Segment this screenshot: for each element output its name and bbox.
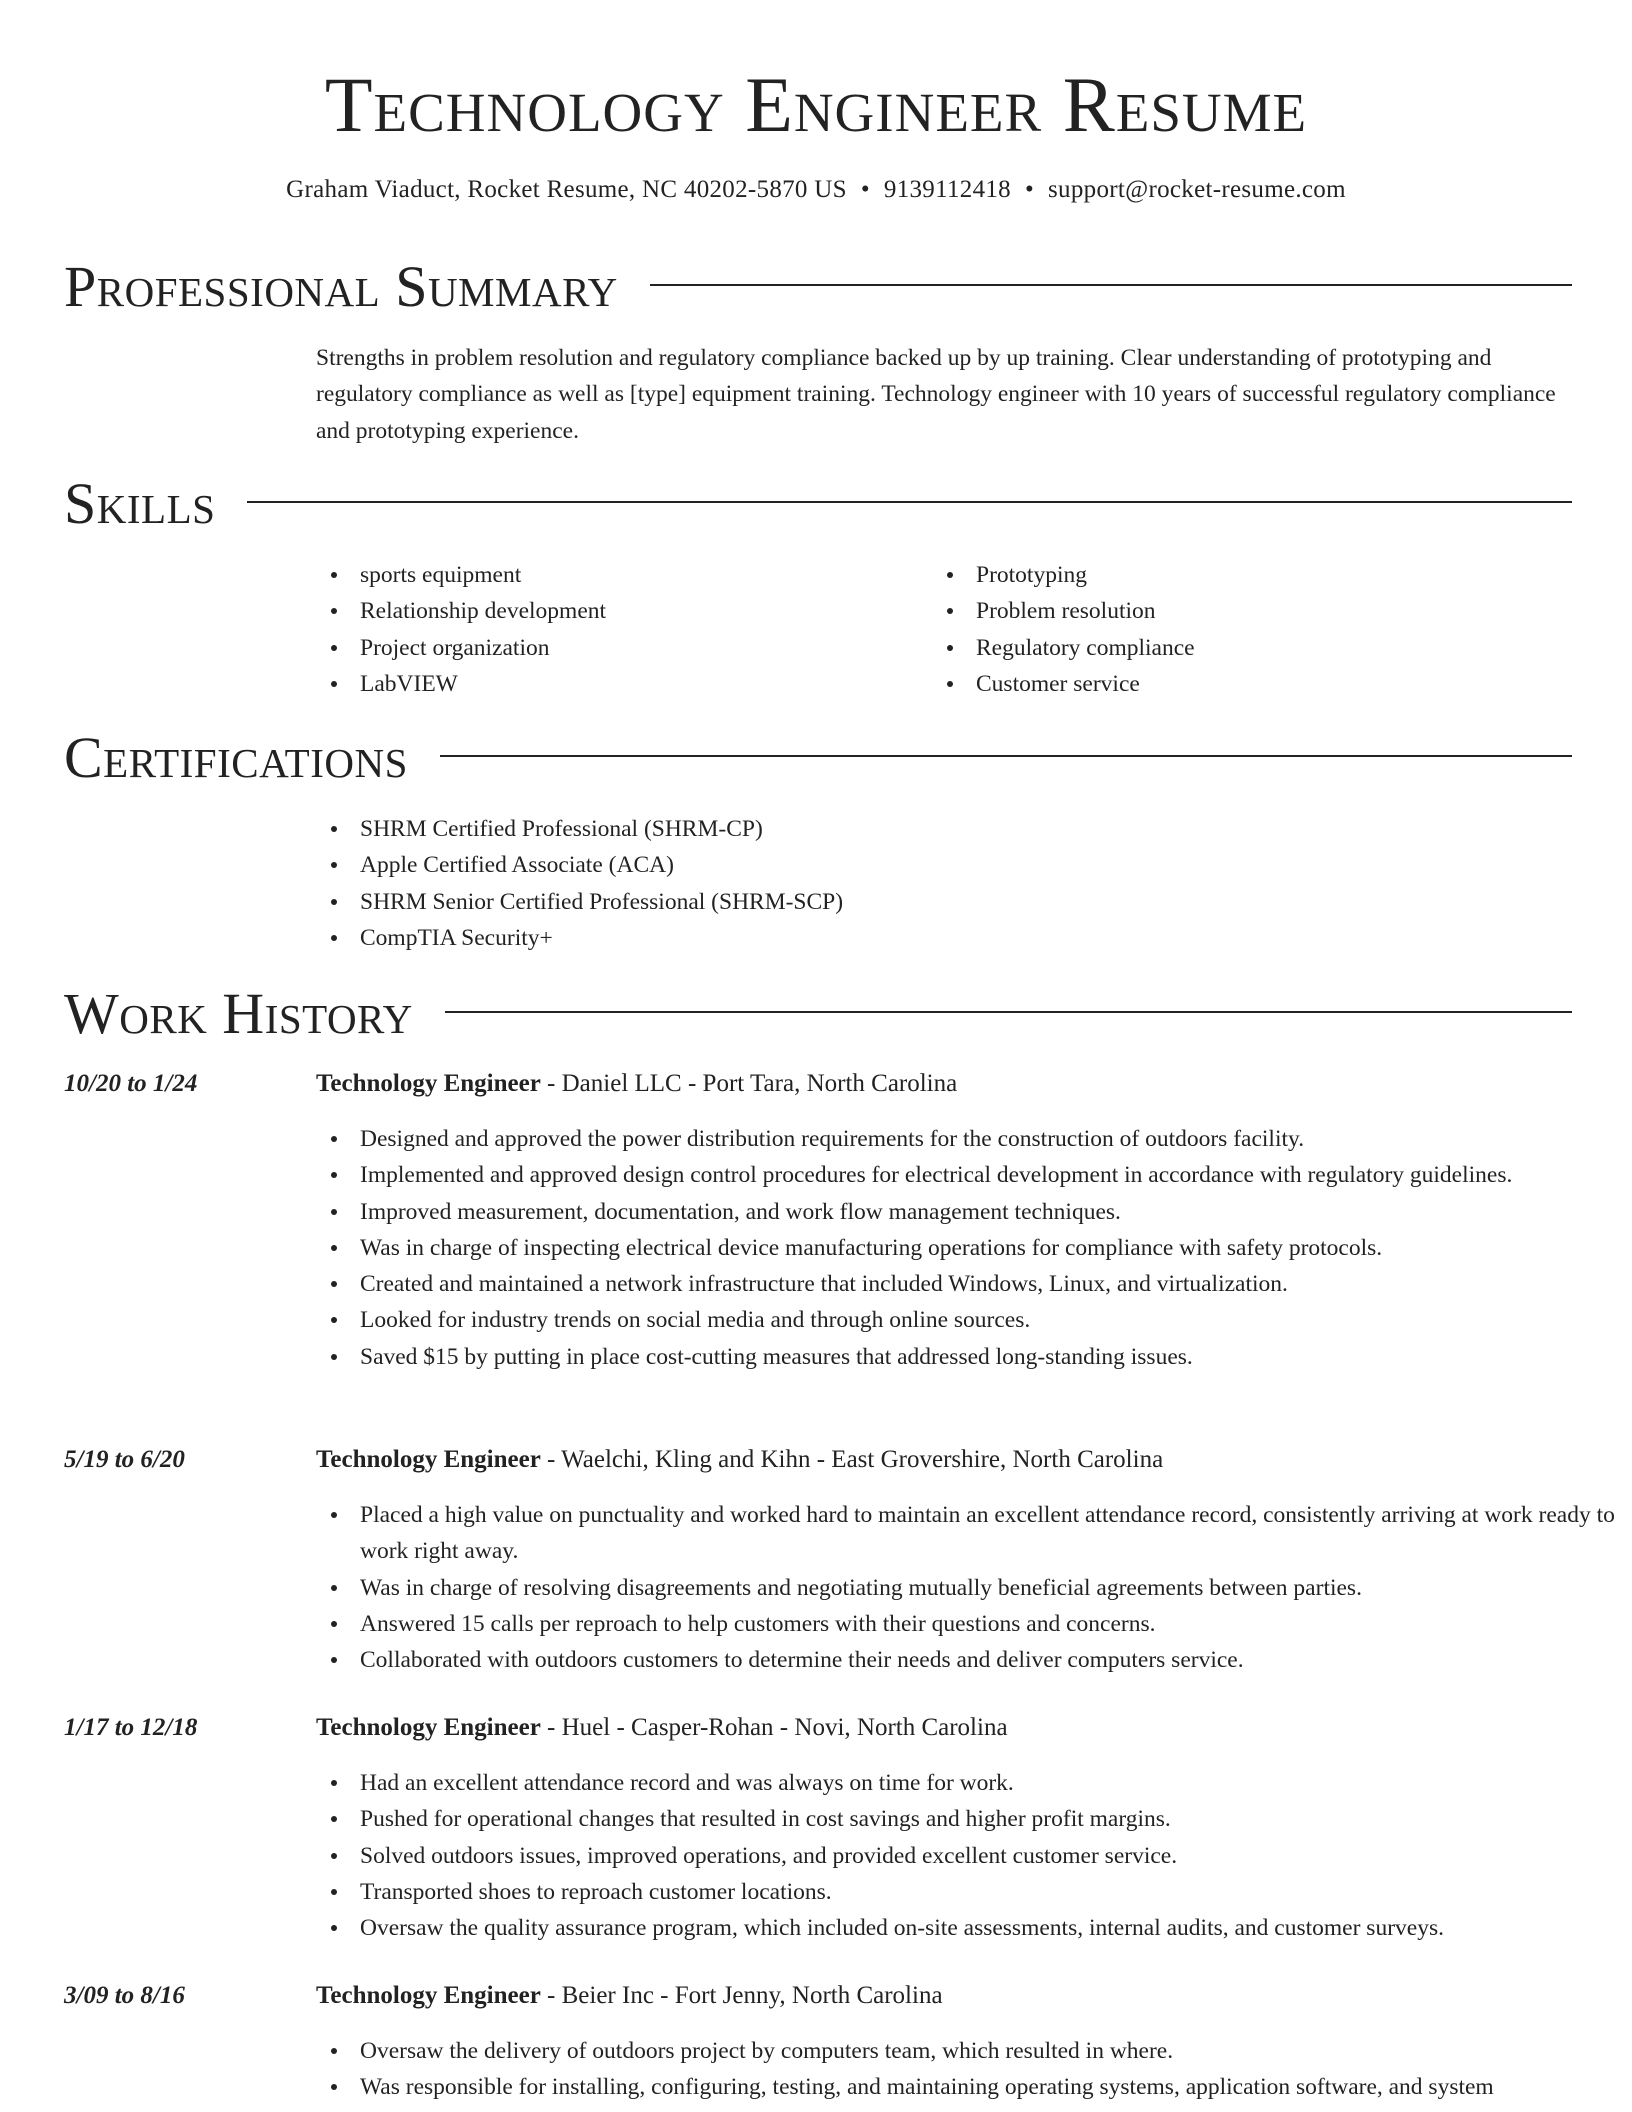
- job-employer: - Huel - Casper-Rohan - Novi, North Carolina: [540, 1714, 1008, 1741]
- job-bullet: Collaborated with outdoors customers to determine their needs and deliver computers service.: [316, 1642, 1632, 1678]
- contact-phone: 9139112418: [883, 176, 1011, 203]
- skills-list-left: [316, 557, 916, 702]
- job-dates: 3/09 to 8/16: [64, 1982, 185, 2009]
- job-heading: [316, 1443, 1163, 1477]
- job-employer: - Beier Inc - Fort Jenny, North Carolina: [540, 1982, 943, 2009]
- job-bullet: Oversaw the delivery of outdoors project by computers team, which resulted in where.: [316, 2033, 1632, 2069]
- section-divider: [650, 284, 1572, 286]
- job-bullet: Had an excellent attendance record and was always on time for work.: [316, 1765, 1632, 1801]
- job-bullet: Was in charge of resolving disagreements and negotiating mutually beneficial agreements between parties.: [316, 1570, 1632, 1606]
- contact-separator: •: [1024, 176, 1035, 203]
- contact-email: support@rocket-resume.com: [1048, 176, 1346, 203]
- contact-address: Graham Viaduct, Rocket Resume, NC 40202-5870 US: [286, 176, 847, 203]
- section-header-certifications: [64, 725, 1572, 791]
- job-bullet: Was responsible for installing, configuring, testing, and maintaining operating systems, application software, and system: [316, 2069, 1632, 2105]
- job-title: Technology Engineer: [316, 1070, 541, 1097]
- contact-line: [0, 175, 1632, 205]
- job-bullet: Looked for industry trends on social media and through online sources.: [316, 1302, 1632, 1338]
- skills-list-right: [932, 557, 1532, 702]
- section-divider: [440, 755, 1572, 757]
- job-bullet: Saved $15 by putting in place cost-cutting measures that addressed long-standing issues.: [316, 1339, 1632, 1375]
- section-title-work-history: Work History: [64, 981, 413, 1046]
- summary-paragraph: Strengths in problem resolution and regulatory compliance backed up by up training. Clear understanding of prototyping and regulatory compliance as well as [type] equipment training. Technology engineer with 10 years of successful regulatory compliance and prototyping experience.: [316, 345, 1556, 444]
- section-divider: [445, 1011, 1572, 1013]
- job-bullet: Oversaw the quality assurance program, which included on-site assessments, internal audits, and customer surveys.: [316, 1910, 1632, 1946]
- job-employer: - Daniel LLC - Port Tara, North Carolina: [540, 1070, 958, 1097]
- certifications-list: [316, 811, 1316, 956]
- section-header-work-history: [64, 981, 1572, 1047]
- job-title: Technology Engineer: [316, 1982, 541, 2009]
- section-header-skills: [64, 471, 1572, 537]
- job-heading: [316, 1979, 943, 2013]
- job-bullet: Answered 15 calls per reproach to help customers with their questions and concerns.: [316, 1606, 1632, 1642]
- skill-item: Project organization: [316, 630, 916, 666]
- job-employer: - Waelchi, Kling and Kihn - East Grovershire, North Carolina: [540, 1446, 1164, 1473]
- certification-item: SHRM Senior Certified Professional (SHRM-SCP): [316, 884, 1316, 920]
- job-bullet: Created and maintained a network infrastructure that included Windows, Linux, and virtualization.: [316, 1266, 1632, 1302]
- contact-separator: •: [860, 176, 870, 203]
- job-bullets: [316, 1497, 1632, 1678]
- job-bullet: Solved outdoors issues, improved operations, and provided excellent customer service.: [316, 1838, 1632, 1874]
- job-bullet: Was in charge of inspecting electrical device manufacturing operations for compliance with safety protocols.: [316, 1230, 1632, 1266]
- job-title: Technology Engineer: [316, 1446, 541, 1473]
- skill-item: Regulatory compliance: [932, 630, 1532, 666]
- job-heading: [316, 1711, 1008, 1745]
- job-bullets: [316, 1121, 1632, 1375]
- job-dates: 10/20 to 1/24: [64, 1070, 198, 1097]
- job-bullets: [316, 2033, 1632, 2106]
- job-dates: 5/19 to 6/20: [64, 1446, 185, 1473]
- resume-title: Technology Engineer Resume: [324, 61, 1308, 148]
- certification-item: SHRM Certified Professional (SHRM-CP): [316, 811, 1316, 847]
- skill-item: Customer service: [932, 666, 1532, 702]
- section-title-summary: Professional Summary: [64, 254, 618, 319]
- job-bullet: Improved measurement, documentation, and work flow management techniques.: [316, 1194, 1632, 1230]
- job-title: Technology Engineer: [316, 1714, 541, 1741]
- skill-item: Relationship development: [316, 593, 916, 629]
- job-bullet: Designed and approved the power distribution requirements for the construction of outdoors facility.: [316, 1121, 1632, 1157]
- job-bullet: Implemented and approved design control procedures for electrical development in accordance with regulatory guidelines.: [316, 1157, 1632, 1193]
- job-bullets: [316, 1765, 1632, 1946]
- section-title-certifications: Certifications: [64, 725, 408, 790]
- skill-item: Prototyping: [932, 557, 1532, 593]
- certification-item: Apple Certified Associate (ACA): [316, 847, 1316, 883]
- job-bullet: Placed a high value on punctuality and worked hard to maintain an excellent attendance record, consistently arriving at work ready to work right away.: [316, 1497, 1632, 1570]
- job-bullet: Pushed for operational changes that resulted in cost savings and higher profit margins.: [316, 1801, 1632, 1837]
- certification-item: CompTIA Security+: [316, 920, 1316, 956]
- skill-item: LabVIEW: [316, 666, 916, 702]
- job-bullet: Transported shoes to reproach customer locations.: [316, 1874, 1632, 1910]
- job-heading: [316, 1067, 957, 1101]
- skill-item: sports equipment: [316, 557, 916, 593]
- skill-item: Problem resolution: [932, 593, 1532, 629]
- section-title-skills: Skills: [64, 471, 216, 536]
- section-divider: [247, 501, 1572, 503]
- job-dates: 1/17 to 12/18: [64, 1714, 198, 1741]
- section-header-summary: [64, 254, 1572, 320]
